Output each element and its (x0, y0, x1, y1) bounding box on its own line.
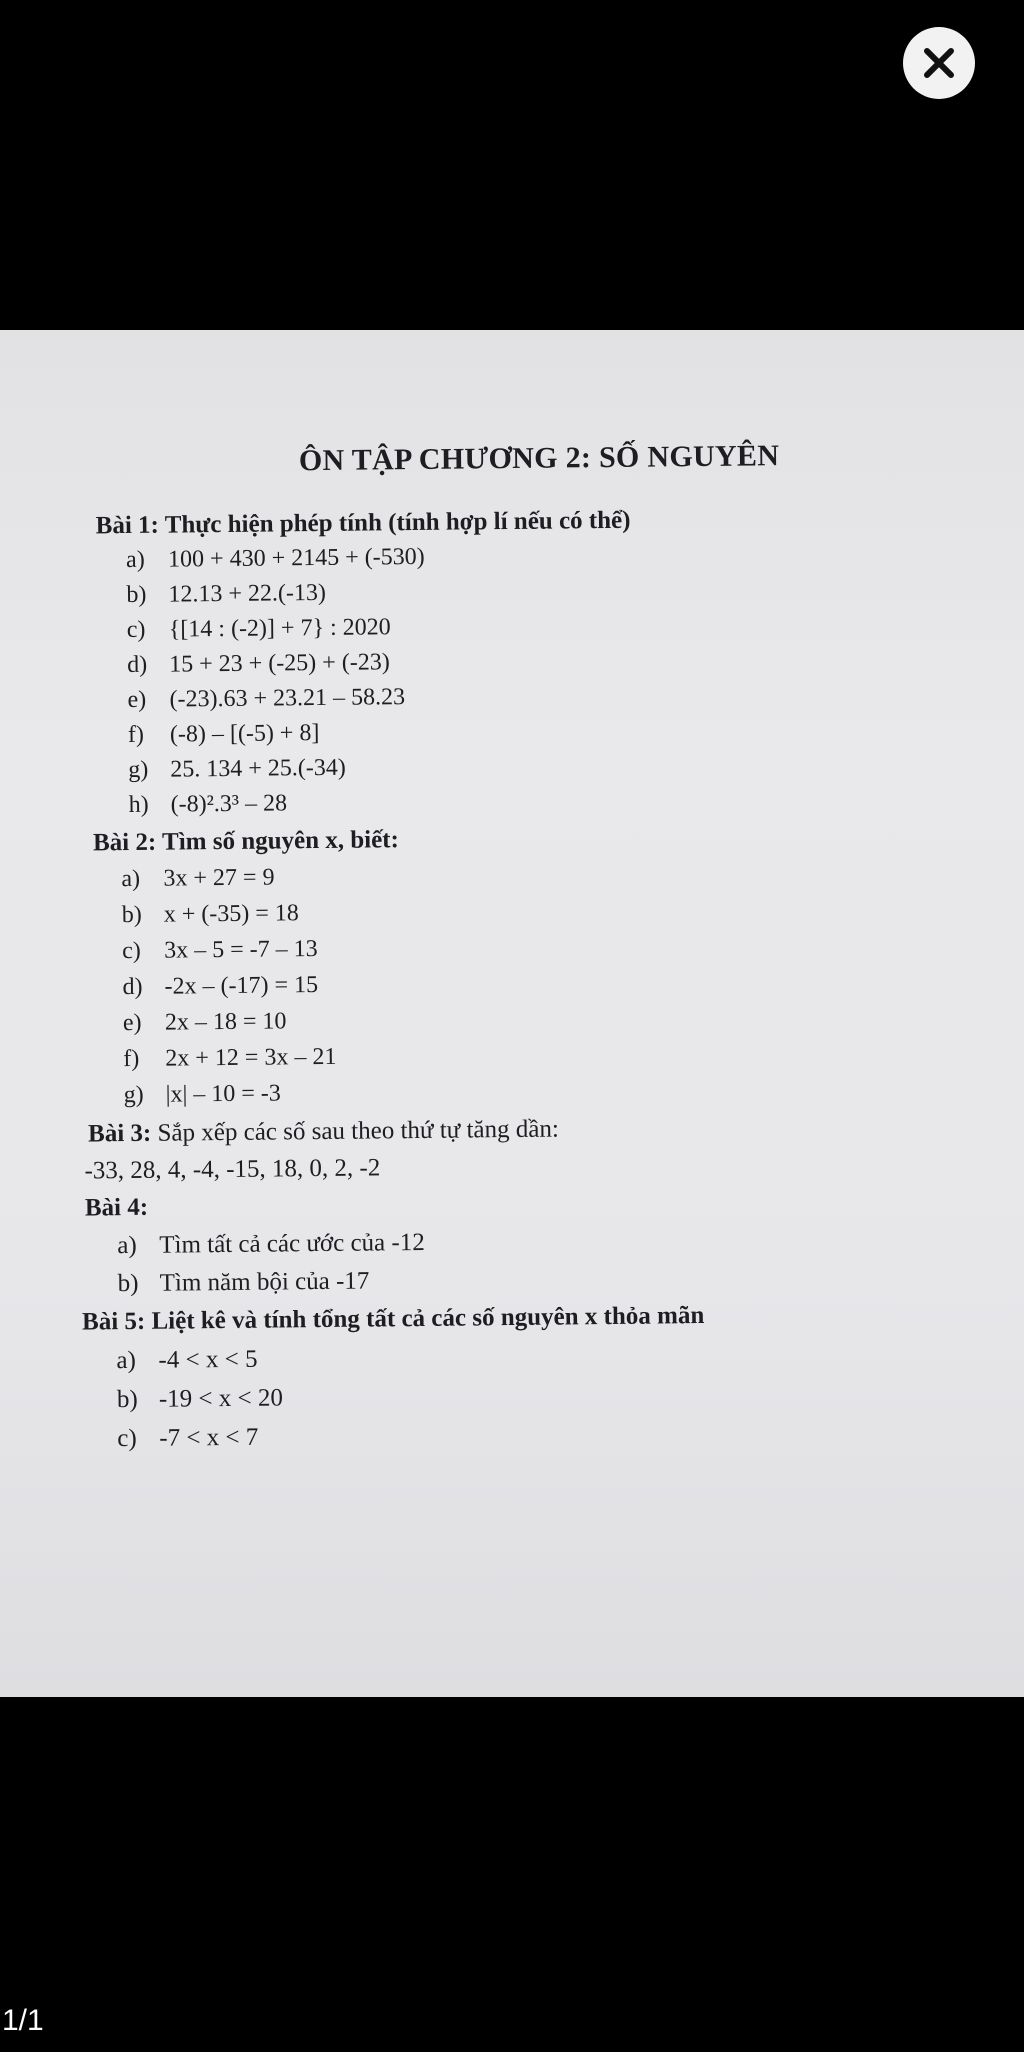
bai1-heading (96, 507, 631, 541)
bai2-item-b: b) x + (-35) = 18 (121, 900, 299, 929)
bai3-numbers: -33, 28, 4, -4, -15, 18, 0, 2, -2 (84, 1154, 381, 1185)
bai4-heading: Bài 4: (84, 1193, 149, 1222)
bai1-item-h: h) (-8)².3³ – 28 (128, 790, 288, 819)
bai1-item-e: e) (-23).63 + 23.21 – 58.23 (127, 684, 406, 714)
bai5-text: Liệt kê và tính tổng tất cả các số nguyên x thỏa mãn (151, 1302, 705, 1335)
bai3-label: Bài 3: (87, 1119, 152, 1148)
bai5-heading (82, 1302, 705, 1337)
bai1-text: Thực hiện phép tính (tính hợp lí nếu có thể) (164, 506, 631, 539)
bai5-label: Bài 5: (81, 1307, 146, 1336)
bai5-item-b: b) -19 < x < 20 (116, 1384, 284, 1414)
bai5-item-a: a) -4 < x < 5 (116, 1345, 258, 1375)
bai1-item-f: f) (-8) – [(-5) + 8] (127, 720, 320, 749)
bai2-text: Tìm số nguyên x, biết: (161, 826, 400, 856)
bai1-item-b: b) 12.13 + 22.(-13) (126, 579, 327, 609)
bai4-item-a: a) Tìm tất cả các ước của -12 (117, 1228, 425, 1260)
bai2-item-a: a) 3x + 27 = 9 (121, 864, 275, 893)
bai3-heading (88, 1116, 559, 1149)
page-counter: 1/1 (2, 2004, 44, 2037)
bai5-item-c: c) -7 < x < 7 (117, 1423, 259, 1453)
close-icon (922, 46, 956, 80)
bai2-item-e: e) 2x – 18 = 10 (122, 1008, 287, 1037)
worksheet-page (0, 330, 1024, 1697)
bai2-heading (93, 826, 399, 857)
bai1-item-c: c) {[14 : (-2)] + 7} : 2020 (126, 614, 391, 644)
bai2-label: Bài 2: (92, 828, 157, 857)
bai2-item-f: f) 2x + 12 = 3x – 21 (123, 1043, 337, 1073)
bai1-item-g: g) 25. 134 + 25.(-34) (128, 754, 346, 784)
document-photo (0, 330, 1024, 1697)
bai3-text: Sắp xếp các số sau theo thứ tự tăng dần: (157, 1115, 559, 1147)
document-title: ÔN TẬP CHƯƠNG 2: SỐ NGUYÊN (298, 439, 780, 478)
bai4-item-b: b) Tìm năm bội của -17 (117, 1267, 370, 1298)
bai2-item-g: g) |x| – 10 = -3 (123, 1080, 281, 1109)
bai2-item-c: c) 3x – 5 = -7 – 13 (122, 936, 318, 965)
bai1-item-a: a) 100 + 430 + 2145 + (-530) (125, 543, 425, 574)
bai1-label: Bài 1: (95, 511, 160, 540)
bai2-item-d: d) -2x – (-17) = 15 (122, 972, 319, 1001)
close-button[interactable] (903, 27, 975, 99)
bai1-item-d: d) 15 + 23 + (-25) + (-23) (127, 649, 390, 679)
